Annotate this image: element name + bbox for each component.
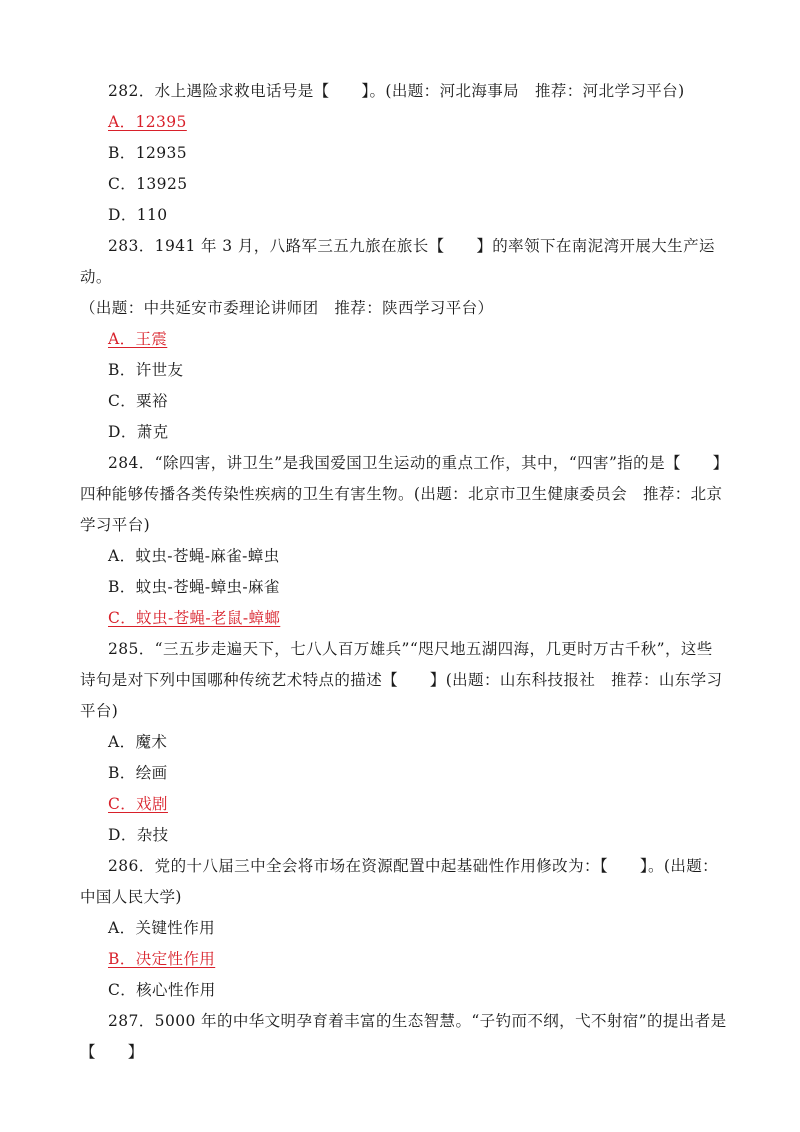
option-text: D．萧克 — [108, 423, 169, 441]
question-stem-cont: 【 】 — [80, 1043, 144, 1061]
option-a[interactable] — [80, 107, 730, 138]
option-text: A．王震 — [108, 330, 168, 348]
question-283 — [80, 231, 730, 448]
option-text: A．关键性作用 — [108, 919, 215, 937]
option-text: C．戏剧 — [108, 795, 168, 813]
option-text: C．13925 — [108, 175, 188, 193]
option-b[interactable] — [80, 758, 730, 789]
option-text: A．12395 — [108, 113, 187, 131]
question-stem-cont: 诗句是对下列中国哪种传统艺术特点的描述【 】(出题：山东科技报社 推荐：山东学习 — [80, 671, 723, 689]
option-text: B．许世友 — [108, 361, 184, 379]
option-d[interactable] — [80, 820, 730, 851]
question-stem: 287．5000 年的中华文明孕育着丰富的生态智慧。“子钓而不纲，弋不射宿”的提出者是 — [108, 1012, 727, 1030]
option-text: D．杂技 — [108, 826, 169, 844]
question-stem-cont: 学习平台) — [80, 516, 151, 534]
option-text: C．粟裕 — [108, 392, 168, 410]
option-text: C．核心性作用 — [108, 981, 216, 999]
option-b[interactable] — [80, 355, 730, 386]
option-text: B．12935 — [108, 144, 187, 162]
question-stem: 285．“三五步走遍天下，七八人百万雄兵”“咫尺地五湖四海，几更时万古千秋”，这些 — [108, 640, 713, 658]
option-d[interactable] — [80, 417, 730, 448]
question-284 — [80, 448, 730, 634]
option-text: C．蚊虫-苍蝇-老鼠-蟑螂 — [108, 609, 281, 627]
option-text: B．蚊虫-苍蝇-蟑虫-麻雀 — [108, 578, 280, 596]
question-stem: 283．1941 年 3 月，八路军三五九旅在旅长【 】的率领下在南泥湾开展大生产运动。 — [80, 237, 715, 286]
question-287 — [80, 1006, 730, 1068]
option-c[interactable] — [80, 603, 730, 634]
question-stem: 286．党的十八届三中全会将市场在资源配置中起基础性作用修改为：【 】。(出题： — [108, 857, 719, 875]
question-stem-cont: （出题：中共延安市委理论讲师团 推荐：陕西学习平台） — [80, 299, 494, 317]
question-stem-cont: 中国人民大学) — [80, 888, 182, 906]
option-c[interactable] — [80, 169, 730, 200]
option-a[interactable] — [80, 727, 730, 758]
option-text: A．蚊虫-苍蝇-麻雀-蟑虫 — [108, 547, 280, 565]
option-c[interactable] — [80, 386, 730, 417]
option-text: B．决定性作用 — [108, 950, 216, 968]
question-stem-cont: 平台) — [80, 702, 119, 720]
question-285 — [80, 634, 730, 851]
option-a[interactable] — [80, 324, 730, 355]
question-286 — [80, 851, 730, 1006]
question-stem-cont: 四种能够传播各类传染性疾病的卫生有害生物。(出题：北京市卫生健康委员会 推荐：北京 — [80, 485, 723, 503]
option-b[interactable] — [80, 572, 730, 603]
option-text: B．绘画 — [108, 764, 168, 782]
option-d[interactable] — [80, 200, 730, 231]
option-a[interactable] — [80, 913, 730, 944]
option-c[interactable] — [80, 789, 730, 820]
option-a[interactable] — [80, 541, 730, 572]
question-page — [80, 76, 730, 1068]
option-b[interactable] — [80, 138, 730, 169]
option-text: D．110 — [108, 206, 168, 224]
option-b[interactable] — [80, 944, 730, 975]
question-282 — [80, 76, 730, 231]
question-stem: 282．水上遇险求救电话号是【 】。(出题：河北海事局 推荐：河北学习平台) — [108, 82, 685, 100]
question-stem: 284．“除四害，讲卫生”是我国爱国卫生运动的重点工作，其中，“四害”指的是【 】 — [108, 454, 729, 472]
option-c[interactable] — [80, 975, 730, 1006]
option-text: A．魔术 — [108, 733, 168, 751]
